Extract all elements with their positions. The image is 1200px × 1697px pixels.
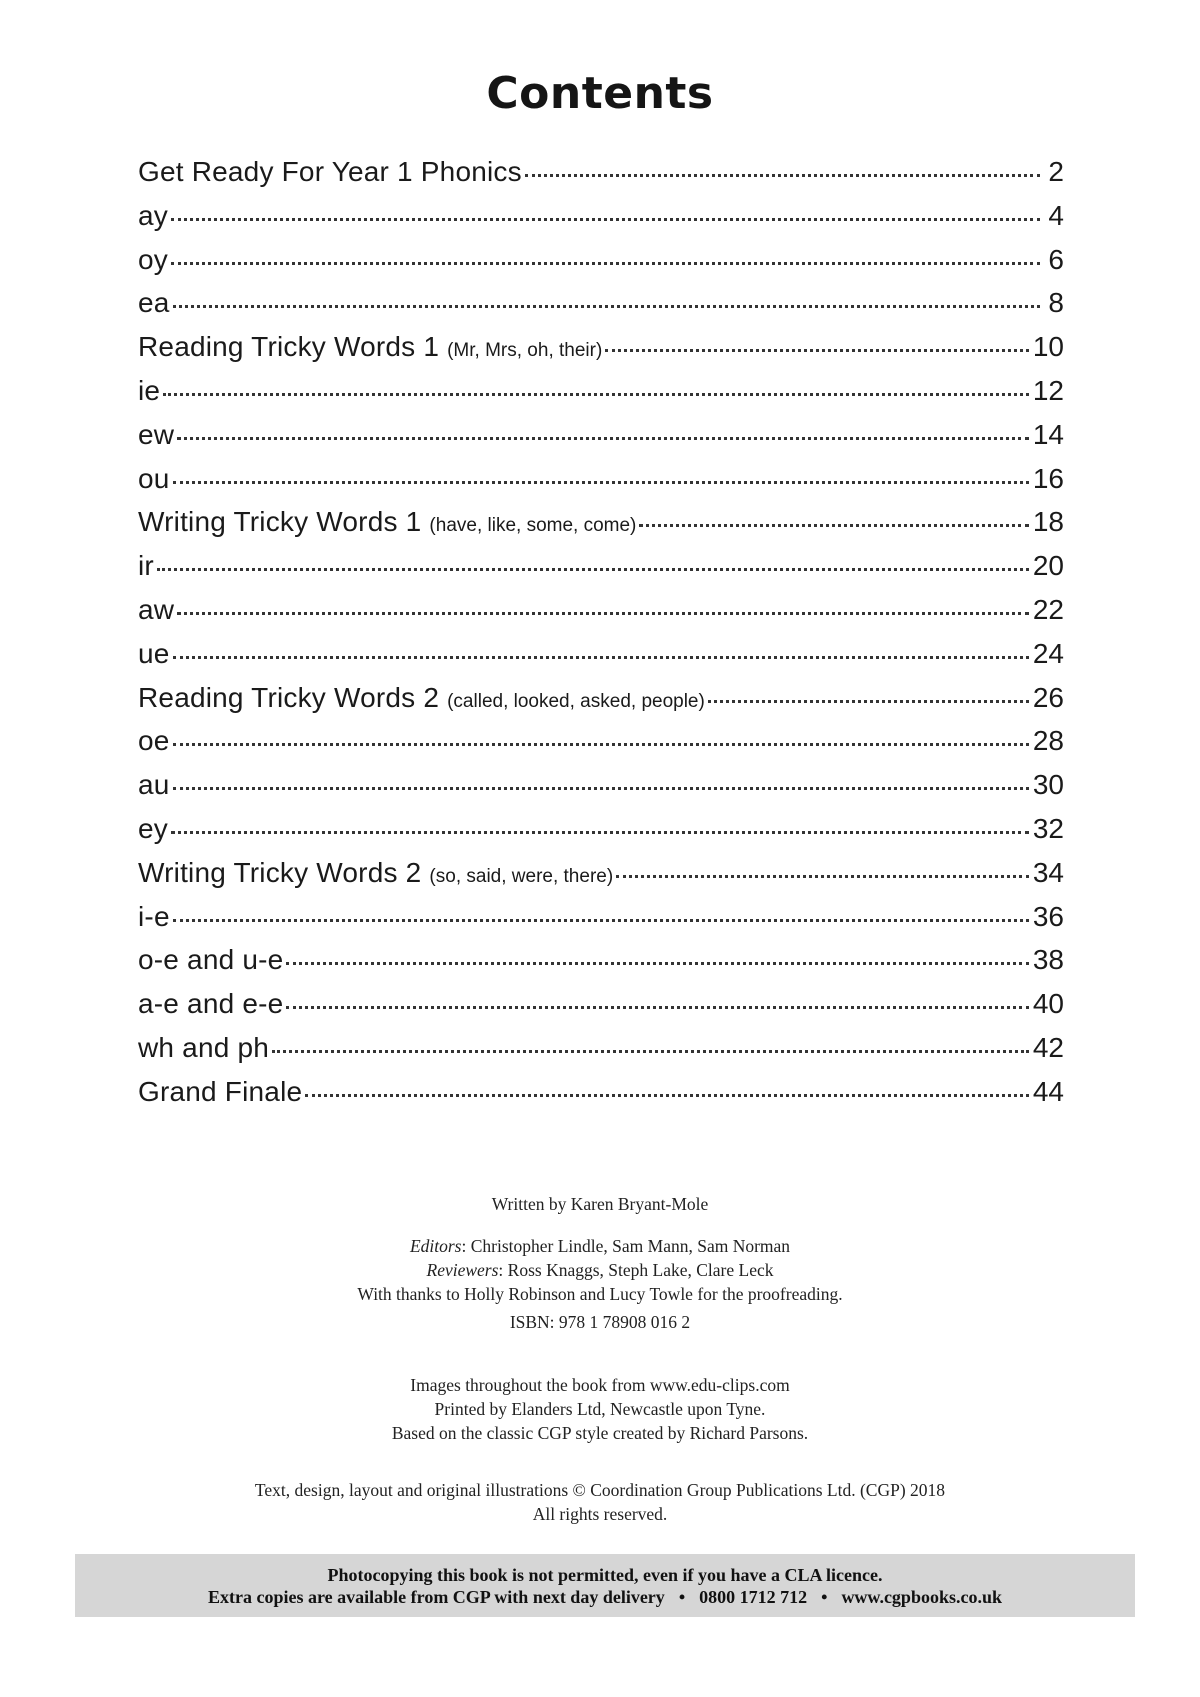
toc-entry-title: o-e and u-e (138, 944, 284, 976)
toc-page-number: 42 (1032, 1031, 1064, 1063)
bullet-separator: • (678, 1587, 686, 1607)
website-link[interactable]: www.cgpbooks.co.uk (841, 1587, 1002, 1607)
dot-leader (173, 481, 1029, 484)
toc-page-number: 12 (1032, 374, 1064, 406)
toc-page-number: 10 (1032, 331, 1064, 363)
toc-page-number: 34 (1032, 856, 1064, 888)
toc-entry[interactable] (138, 375, 1064, 419)
toc-entry-title: aw (138, 593, 175, 625)
photocopy-notice-band (75, 1554, 1135, 1617)
dot-leader (173, 656, 1029, 659)
toc-entry[interactable] (138, 287, 1064, 331)
toc-page-number: 44 (1032, 1075, 1064, 1107)
toc-page-number: 24 (1032, 637, 1064, 669)
toc-entry[interactable] (138, 901, 1064, 945)
reviewers-label: Reviewers (426, 1260, 499, 1280)
toc-entry[interactable] (138, 550, 1064, 594)
toc-entry[interactable] (138, 244, 1064, 288)
dot-leader (272, 1050, 1029, 1053)
toc-entry[interactable] (138, 638, 1064, 682)
toc-entry-title: ey (138, 812, 168, 844)
dot-leader (173, 919, 1029, 922)
toc-entry-title: oy (138, 243, 168, 275)
toc-page-number: 40 (1032, 988, 1064, 1020)
dot-leader (163, 393, 1029, 396)
photocopy-notice: Photocopying this book is not permitted, even if you have a CLA licence. (327, 1565, 883, 1585)
toc-page-number: 18 (1032, 506, 1064, 538)
toc-entry-title: Writing Tricky Words 2 (138, 856, 422, 888)
toc-entry-title: Reading Tricky Words 2 (138, 681, 440, 713)
toc-entry-title: ou (138, 462, 170, 494)
dot-leader (286, 962, 1028, 965)
dot-leader (639, 524, 1028, 527)
toc-entry-title: au (138, 769, 170, 801)
toc-page-number: 6 (1048, 243, 1064, 275)
toc-page-number: 8 (1048, 287, 1064, 319)
toc-page-number: 30 (1032, 769, 1064, 801)
reviewers-names: : Ross Knaggs, Steph Lake, Clare Leck (498, 1260, 774, 1280)
toc-entry[interactable] (138, 988, 1064, 1032)
toc-entry-title: Reading Tricky Words 1 (138, 331, 440, 363)
toc-entry[interactable] (138, 857, 1064, 901)
editors-label: Editors (409, 1236, 462, 1256)
toc-entry-title: i-e (138, 900, 170, 932)
dot-leader (708, 700, 1029, 703)
table-of-contents (138, 156, 1064, 1120)
toc-entry[interactable] (138, 419, 1064, 463)
ordering-info (75, 1586, 1135, 1608)
toc-entry[interactable] (138, 463, 1064, 507)
toc-entry-subtitle: (Mr, Mrs, oh, their) (447, 340, 603, 362)
toc-page-number: 38 (1032, 944, 1064, 976)
toc-entry-title: Grand Finale (138, 1075, 303, 1107)
dot-leader (605, 349, 1029, 352)
dot-leader (171, 831, 1029, 834)
toc-entry-title: ew (138, 418, 175, 450)
toc-entry-title: ie (138, 374, 161, 406)
dot-leader (525, 174, 1040, 177)
toc-entry-subtitle: (called, looked, asked, people) (447, 690, 705, 712)
toc-entry[interactable] (138, 725, 1064, 769)
isbn: ISBN: 978 1 78908 016 2 (509, 1312, 691, 1332)
toc-page-number: 4 (1048, 199, 1064, 231)
toc-entry-title: ay (138, 199, 168, 231)
toc-entry[interactable] (138, 156, 1064, 200)
reviewers-line (0, 1258, 1200, 1282)
toc-entry[interactable] (138, 200, 1064, 244)
copyright-line: Text, design, layout and original illustrations © Coordination Group Publications Ltd. (CGP) 2018 (254, 1480, 946, 1500)
toc-page-number: 14 (1032, 418, 1064, 450)
toc-page-number: 16 (1032, 462, 1064, 494)
toc-entry[interactable] (138, 1076, 1064, 1120)
author-credit: Written by Karen Bryant-Mole (491, 1194, 709, 1214)
images-credit: Images throughout the book from www.edu-clips.com (410, 1375, 790, 1395)
toc-page-number: 20 (1032, 550, 1064, 582)
toc-entry-title: ea (138, 287, 170, 319)
toc-entry-title: Writing Tricky Words 1 (138, 506, 422, 538)
toc-entry[interactable] (138, 682, 1064, 726)
toc-entry[interactable] (138, 1032, 1064, 1076)
toc-entry-subtitle: (have, like, some, come) (429, 515, 637, 537)
dot-leader (616, 875, 1029, 878)
rights-line: All rights reserved. (532, 1504, 668, 1524)
dot-leader (173, 305, 1040, 308)
page-title: Contents (486, 68, 714, 119)
toc-entry[interactable] (138, 594, 1064, 638)
dot-leader (177, 437, 1029, 440)
printer-credit: Printed by Elanders Ltd, Newcastle upon Tyne. (434, 1399, 766, 1419)
editors-line (0, 1234, 1200, 1258)
toc-entry-title: wh and ph (138, 1031, 270, 1063)
phone-number: 0800 1712 712 (699, 1587, 808, 1607)
bullet-separator: • (821, 1587, 828, 1607)
toc-entry[interactable] (138, 331, 1064, 375)
toc-page-number: 32 (1032, 812, 1064, 844)
toc-entry-subtitle: (so, said, were, there) (429, 865, 614, 887)
toc-entry-title: ir (138, 550, 154, 582)
toc-entry[interactable] (138, 769, 1064, 813)
toc-entry-title: Get Ready For Year 1 Phonics (138, 156, 522, 187)
toc-page-number: 26 (1032, 681, 1064, 713)
toc-page-number: 2 (1048, 156, 1064, 187)
thanks-line: With thanks to Holly Robinson and Lucy Towle for the proofreading. (357, 1284, 843, 1304)
toc-page-number: 22 (1032, 593, 1064, 625)
dot-leader (171, 262, 1040, 265)
extra-copies-text: Extra copies are available from CGP with next day delivery (208, 1587, 665, 1607)
toc-entry[interactable] (138, 506, 1064, 550)
toc-page-number: 28 (1032, 725, 1064, 757)
toc-entry[interactable] (138, 813, 1064, 857)
dot-leader (177, 612, 1029, 615)
toc-entry-title: a-e and e-e (138, 988, 284, 1020)
dot-leader (157, 568, 1029, 571)
dot-leader (171, 218, 1040, 221)
dot-leader (173, 743, 1029, 746)
toc-entry-title: ue (138, 637, 170, 669)
toc-entry-title: oe (138, 725, 170, 757)
editors-names: : Christopher Lindle, Sam Mann, Sam Norman (461, 1236, 791, 1256)
toc-entry[interactable] (138, 944, 1064, 988)
dot-leader (305, 1094, 1029, 1097)
dot-leader (286, 1006, 1028, 1009)
style-credit: Based on the classic CGP style created by Richard Parsons. (391, 1423, 809, 1443)
toc-page-number: 36 (1032, 900, 1064, 932)
dot-leader (173, 787, 1029, 790)
